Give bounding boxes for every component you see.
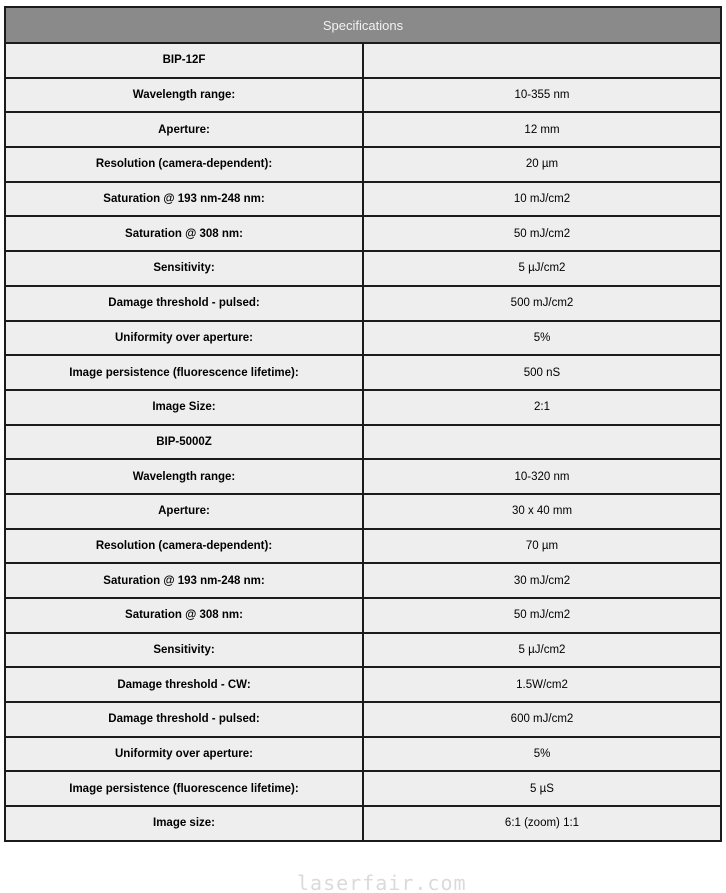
spec-value-cell: 6:1 (zoom) 1:1 (363, 806, 721, 841)
spec-value-cell: 50 mJ/cm2 (363, 598, 721, 633)
spec-label-cell: Damage threshold - pulsed: (5, 286, 363, 321)
table-row (5, 390, 721, 425)
table-row (5, 702, 721, 737)
table-row (5, 563, 721, 598)
spec-label-cell: Image Size: (5, 390, 363, 425)
table-row (5, 737, 721, 772)
spec-label-cell: Saturation @ 193 nm-248 nm: (5, 563, 363, 598)
table-row (5, 667, 721, 702)
spec-label-cell: Wavelength range: (5, 459, 363, 494)
table-row (5, 251, 721, 286)
spec-label-cell: Resolution (camera-dependent): (5, 529, 363, 564)
spec-label-cell: Saturation @ 308 nm: (5, 216, 363, 251)
spec-label-cell: Resolution (camera-dependent): (5, 147, 363, 182)
table-row (5, 182, 721, 217)
spec-value-cell: 1.5W/cm2 (363, 667, 721, 702)
table-row (5, 459, 721, 494)
table-body (5, 43, 721, 841)
table-row (5, 598, 721, 633)
spec-value-cell: 5 µJ/cm2 (363, 633, 721, 668)
spec-label-cell: BIP-12F (5, 43, 363, 78)
spec-value-cell: 30 x 40 mm (363, 494, 721, 529)
table-row (5, 633, 721, 668)
table-row (5, 806, 721, 841)
spec-label-cell: BIP-5000Z (5, 425, 363, 460)
spec-label-cell: Sensitivity: (5, 633, 363, 668)
specifications-table (4, 6, 722, 842)
spec-value-cell: 5% (363, 737, 721, 772)
spec-label-cell: Aperture: (5, 494, 363, 529)
table-row (5, 78, 721, 113)
spec-value-cell: 10 mJ/cm2 (363, 182, 721, 217)
table-row (5, 355, 721, 390)
spec-value-cell: 70 µm (363, 529, 721, 564)
table-row (5, 112, 721, 147)
spec-label-cell: Wavelength range: (5, 78, 363, 113)
spec-value-cell (363, 43, 721, 78)
spec-label-cell: Damage threshold - CW: (5, 667, 363, 702)
spec-value-cell: 600 mJ/cm2 (363, 702, 721, 737)
watermark-text: laserfair.com (297, 871, 467, 893)
table-row (5, 529, 721, 564)
spec-label-cell: Image persistence (fluorescence lifetime): (5, 771, 363, 806)
table-row (5, 321, 721, 356)
spec-value-cell: 20 µm (363, 147, 721, 182)
table-title: Specifications (5, 7, 721, 43)
spec-value-cell: 500 nS (363, 355, 721, 390)
spec-value-cell: 30 mJ/cm2 (363, 563, 721, 598)
section-header-row (5, 43, 721, 78)
table-row (5, 286, 721, 321)
spec-value-cell: 5 µJ/cm2 (363, 251, 721, 286)
spec-value-cell: 500 mJ/cm2 (363, 286, 721, 321)
spec-value-cell: 2:1 (363, 390, 721, 425)
spec-value-cell: 10-320 nm (363, 459, 721, 494)
table-row (5, 147, 721, 182)
spec-label-cell: Damage threshold - pulsed: (5, 702, 363, 737)
spec-value-cell: 12 mm (363, 112, 721, 147)
spec-label-cell: Uniformity over aperture: (5, 737, 363, 772)
table-row (5, 494, 721, 529)
spec-label-cell: Image persistence (fluorescence lifetime): (5, 355, 363, 390)
spec-label-cell: Saturation @ 193 nm-248 nm: (5, 182, 363, 217)
spec-value-cell: 50 mJ/cm2 (363, 216, 721, 251)
spec-label-cell: Uniformity over aperture: (5, 321, 363, 356)
spec-label-cell: Saturation @ 308 nm: (5, 598, 363, 633)
spec-value-cell: 5% (363, 321, 721, 356)
section-header-row (5, 425, 721, 460)
spec-value-cell (363, 425, 721, 460)
table-row (5, 216, 721, 251)
table-row (5, 771, 721, 806)
table-header-row (5, 7, 721, 43)
spec-label-cell: Sensitivity: (5, 251, 363, 286)
spec-value-cell: 5 µS (363, 771, 721, 806)
spec-value-cell: 10-355 nm (363, 78, 721, 113)
spec-label-cell: Image size: (5, 806, 363, 841)
spec-label-cell: Aperture: (5, 112, 363, 147)
